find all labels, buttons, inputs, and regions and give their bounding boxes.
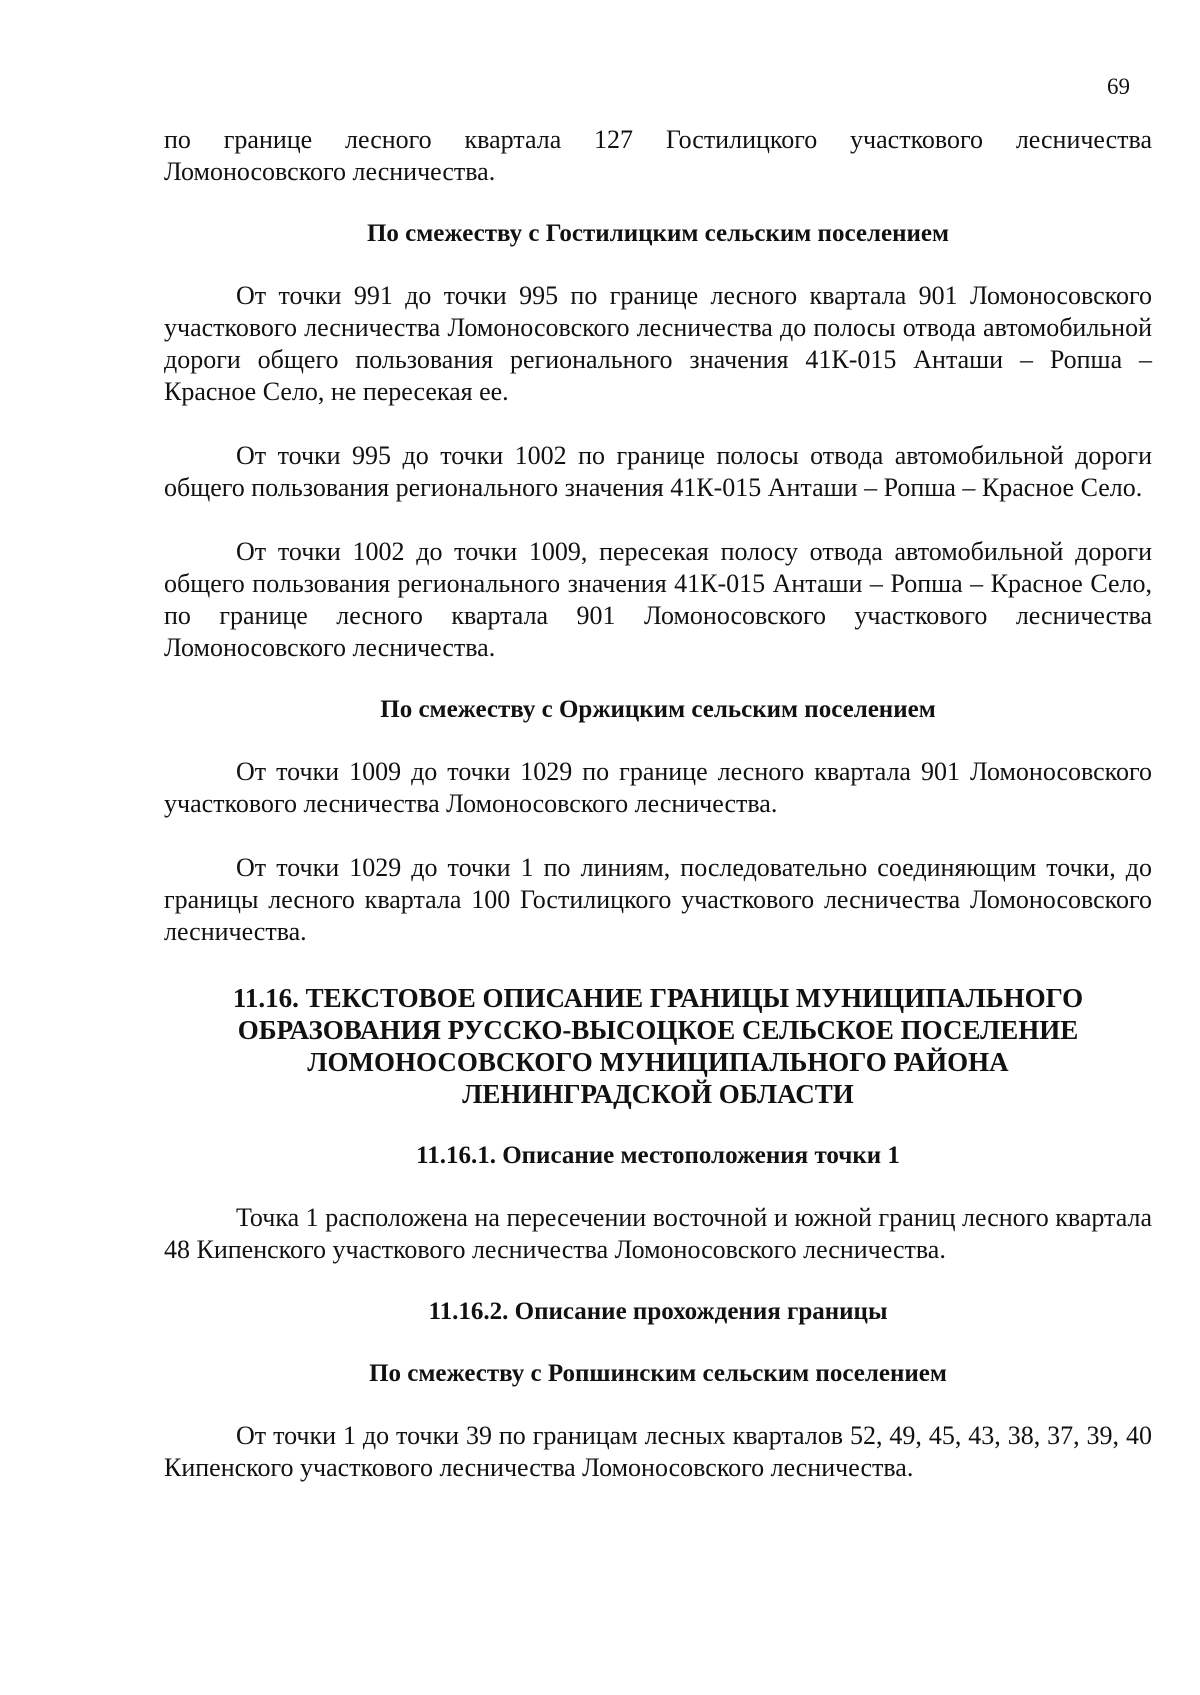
paragraph: От точки 1009 до точки 1029 по границе лесного квартала 901 Ломоносовского участкового лесничества Ломоносовского лесничества. [164,757,1152,818]
paragraph: От точки 1029 до точки 1 по линиям, последовательно соединяющим точки, до границы лесного квартала 100 Гостилицкого участкового лесничества Ломоносовского лесничества. [164,853,1152,946]
subheading: По смежеству с Гостилицким сельским поселением [366,220,950,247]
paragraph: От точки 995 до точки 1002 по границе полосы отвода автомобильной дороги общего пользования регионального значения 41К-015 Анташи – Ропша – Красное Село. [164,441,1152,502]
subheading: По смежеству с Ропшинским сельским поселением [369,1360,947,1387]
section-title-line: ОБРАЗОВАНИЯ РУССКО-ВЫСОЦКОЕ СЕЛЬСКОЕ ПОСЕЛЕНИЕ [237,1015,1079,1045]
paragraph: От точки 1002 до точки 1009, пересекая полосу отвода автомобильной дороги общего пользования регионального значения 41К-015 Анташи – Ропша – Красное Село, по границе лесного квартала 901 Ломоносовского участкового лесничества Ломоносовского лесничества. [164,537,1152,662]
subheading: 11.16.2. Описание прохождения границы [428,1298,888,1325]
paragraph: От точки 1 до точки 39 по границам лесных кварталов 52, 49, 45, 43, 38, 37, 39, 40 Кипенского участкового лесничества Ломоносовского лесничества. [164,1421,1152,1482]
paragraph: От точки 991 до точки 995 по границе лесного квартала 901 Ломоносовского участкового лесничества Ломоносовского лесничества до полосы отвода автомобильной дороги общего пользования регионального значения 41К-015 Анташи – Ропша – Красное Село, не пересекая ее. [164,281,1152,406]
page-number: 69 [1107,74,1130,99]
section-title-line: ЛОМОНОСОВСКОГО МУНИЦИПАЛЬНОГО РАЙОНА [307,1047,1009,1077]
subheading: 11.16.1. Описание местоположения точки 1 [416,1142,900,1169]
section-title-line: ЛЕНИНГРАДСКОЙ ОБЛАСТИ [462,1079,854,1109]
subheading: По смежеству с Оржицким сельским поселением [380,696,936,723]
document-body [164,124,1152,1484]
section-title [164,982,1152,1110]
section-title-line: 11.16. ТЕКСТОВОЕ ОПИСАНИЕ ГРАНИЦЫ МУНИЦИПАЛЬНОГО [232,983,1084,1013]
paragraph: по границе лесного квартала 127 Гостилицкого участкового лесничества Ломоносовского лесничества. [164,125,1152,186]
paragraph: Точка 1 расположена на пересечении восточной и южной границ лесного квартала 48 Кипенского участкового лесничества Ломоносовского лесничества. [164,1203,1152,1264]
